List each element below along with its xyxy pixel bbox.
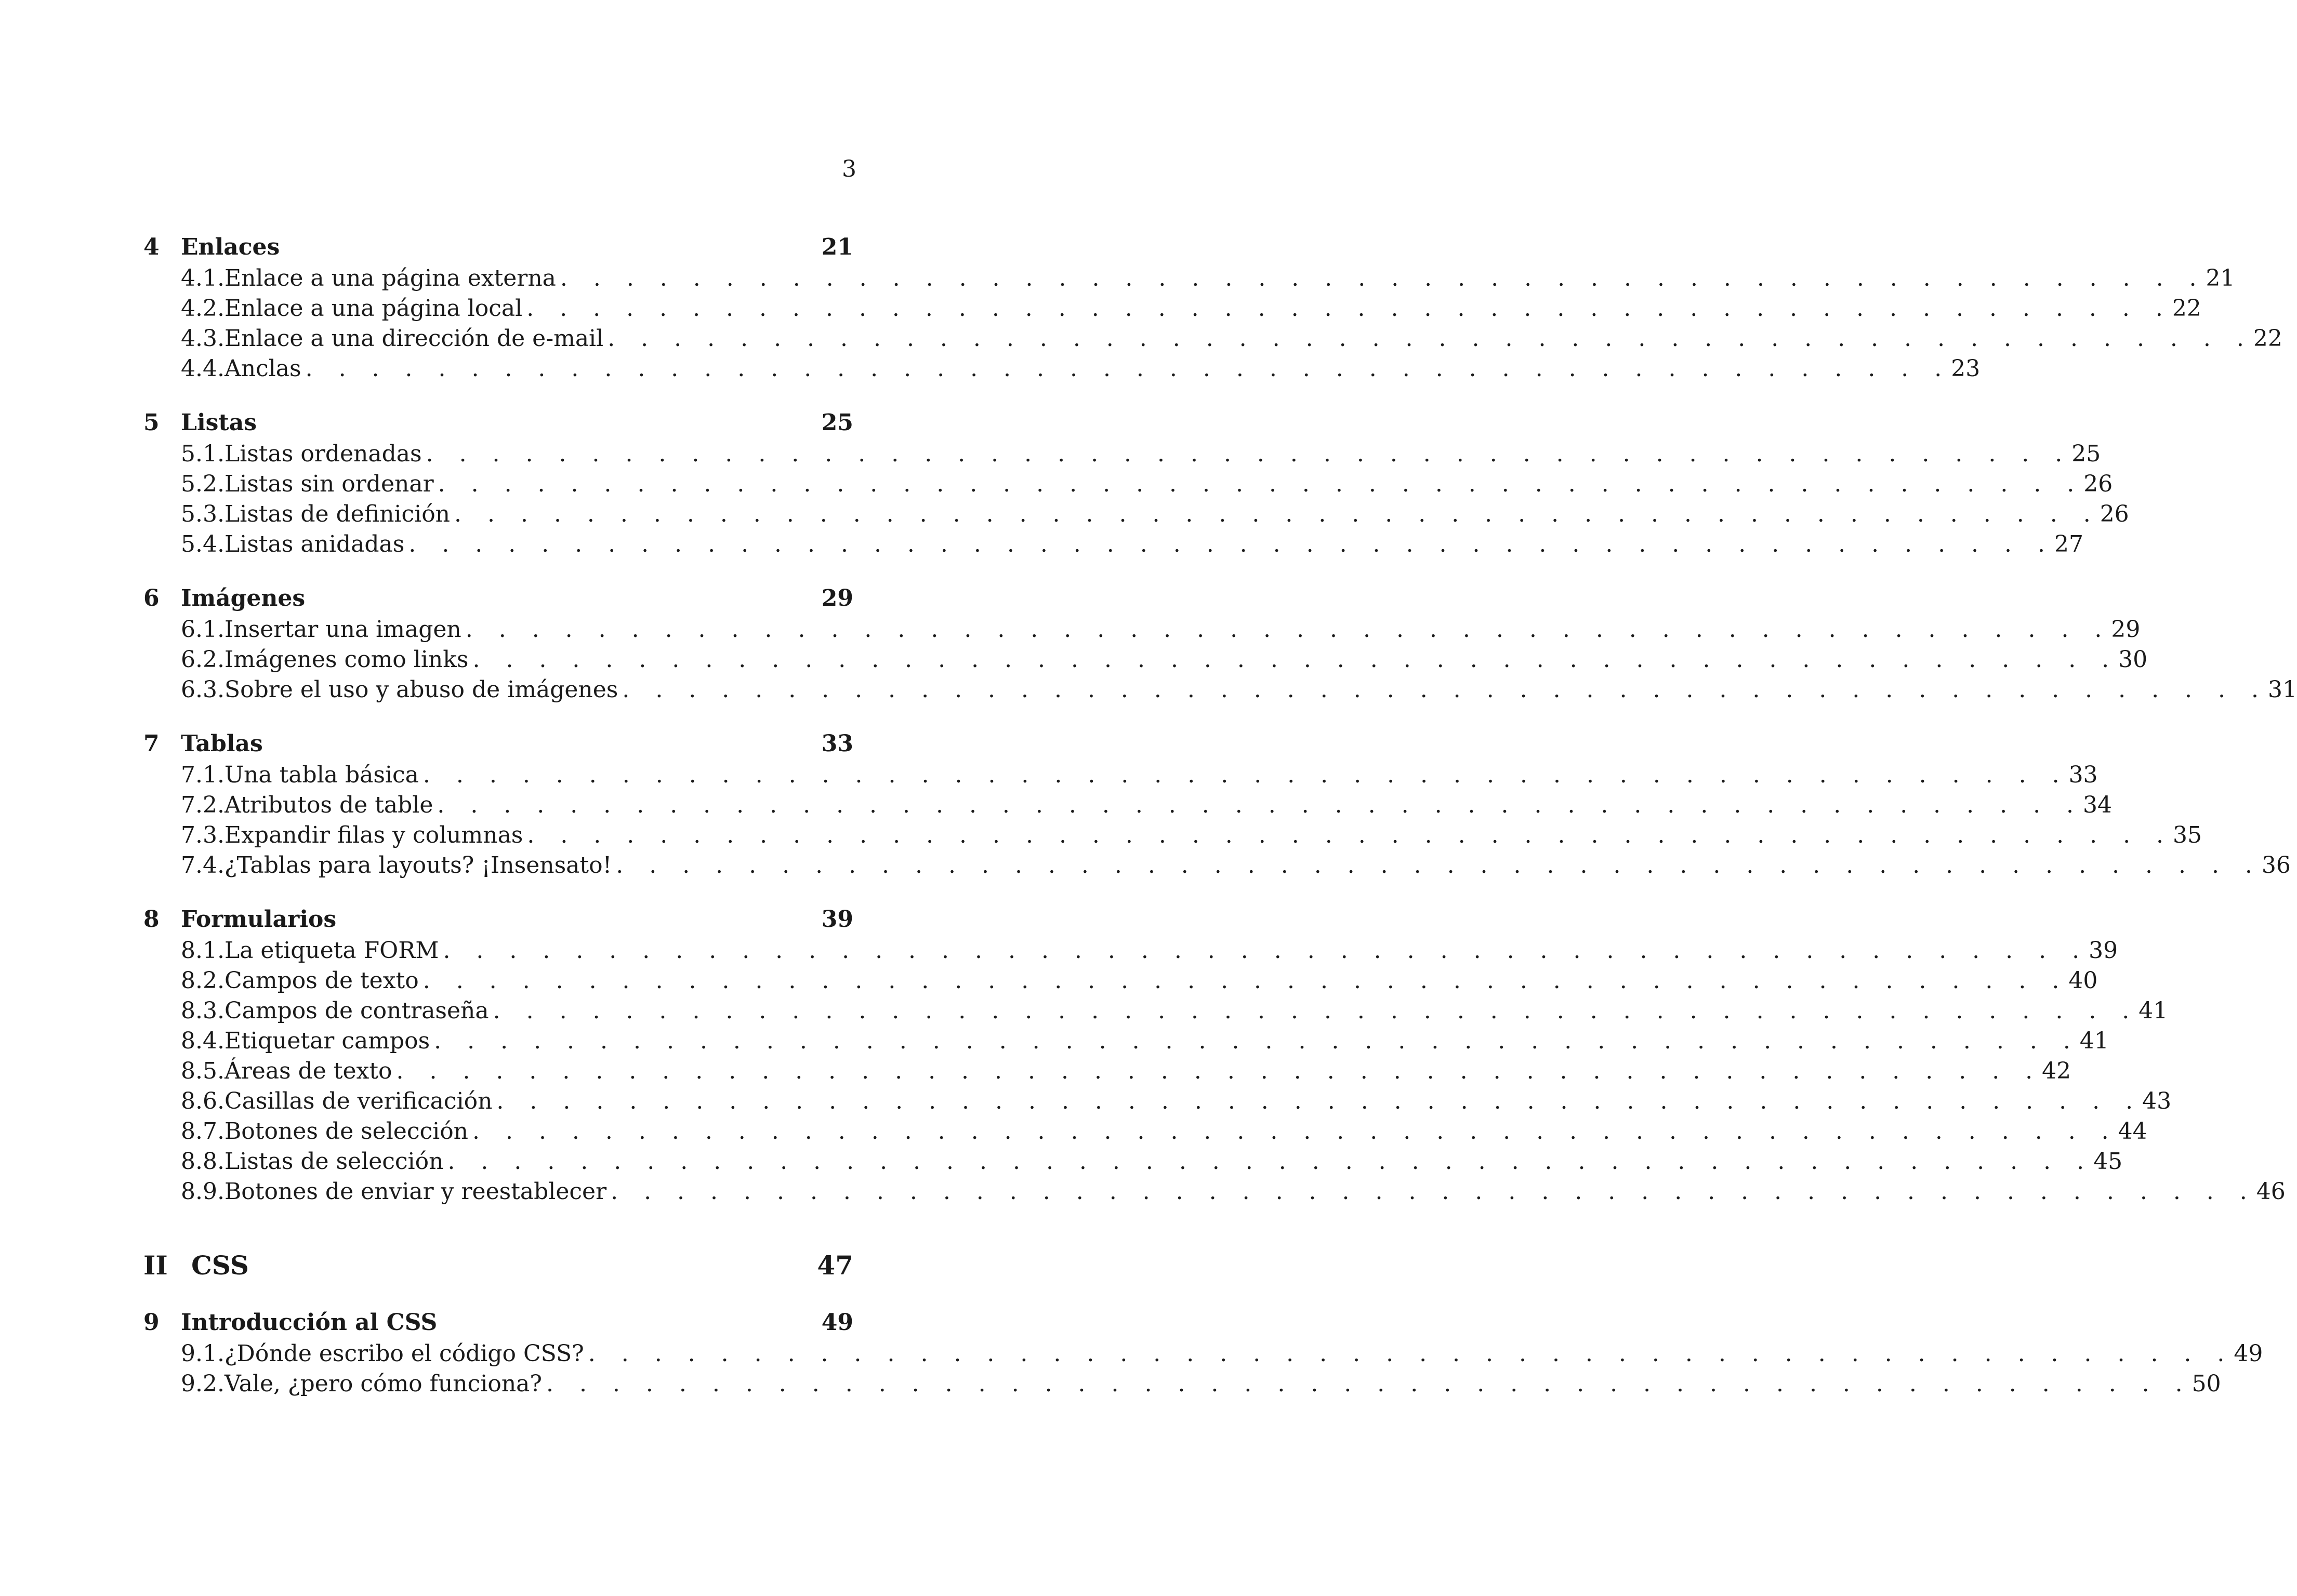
chapter-page: 29 xyxy=(821,585,853,611)
chapter-page: 25 xyxy=(821,409,853,436)
entry-title: Listas anidadas xyxy=(224,531,405,557)
toc-entry[interactable] xyxy=(143,998,2168,1028)
toc-entry[interactable] xyxy=(143,762,2098,792)
toc-entry[interactable] xyxy=(143,1028,2109,1058)
entry-number: 5.1. xyxy=(181,441,225,467)
entry-title: Atributos de table xyxy=(224,792,433,818)
entry-page: 31 xyxy=(2268,676,2297,703)
entry-page: 44 xyxy=(2118,1118,2147,1145)
dot-leader: . . . . . . . . . . . . . . . . . . . . . . . . . . . . . . . . . . . . . . . . . . . . . . . . . . xyxy=(588,1340,2234,1367)
chapter-group-part-2 xyxy=(143,1309,2263,1401)
entry-number: 4.4. xyxy=(181,355,225,382)
chapter-heading[interactable] xyxy=(143,409,853,441)
dot-leader: . . . . . . . . . . . . . . . . . . . . . . . . . . . . . . . . . . . . . . . . . . . . . . . . . . xyxy=(493,998,2139,1024)
chapter-title: Imágenes xyxy=(181,585,306,611)
dot-leader: . . . . . . . . . . . . . . . . . . . . . . . . . . . . . . . . . . . . . . . . . . . . . . . . . . xyxy=(472,646,2119,673)
toc-entry[interactable] xyxy=(143,937,2118,967)
entry-page: 35 xyxy=(2173,822,2202,848)
chapter-page: 49 xyxy=(821,1309,853,1336)
chapter-title: Listas xyxy=(181,409,257,436)
entry-title: Listas sin ordenar xyxy=(224,471,434,497)
entry-page: 45 xyxy=(2093,1148,2123,1175)
entry-title: ¿Tablas para layouts? ¡Insensato! xyxy=(224,852,612,879)
entry-title: Enlace a una página local xyxy=(224,295,523,322)
part-title: CSS xyxy=(191,1250,249,1281)
entry-number: 8.1. xyxy=(181,937,225,964)
entry-number: 7.3. xyxy=(181,822,225,848)
entry-number: 8.3. xyxy=(181,998,225,1024)
chapter-page: 21 xyxy=(821,234,853,260)
entry-page: 25 xyxy=(2071,441,2101,467)
dot-leader: . . . . . . . . . . . . . . . . . . . . . . . . . . . . . . . . . . . . . . . . . . . . . . . . . . xyxy=(546,1371,2192,1397)
entry-page: 33 xyxy=(2068,762,2098,788)
dot-leader: . . . . . . . . . . . . . . . . . . . . . . . . . . . . . . . . . . . . . . . . . . . . . . . . . . xyxy=(622,676,2268,703)
toc-entry[interactable] xyxy=(143,1118,2147,1148)
entry-title: Listas ordenadas xyxy=(224,441,422,467)
entry-page: 41 xyxy=(2079,1028,2109,1054)
dot-leader: . . . . . . . . . . . . . . . . . . . . . . . . . . . . . . . . . . . . . . . . . . . . . . . . . . xyxy=(447,1148,2094,1175)
toc-entry[interactable] xyxy=(143,471,2113,501)
entry-number: 5.2. xyxy=(181,471,225,497)
entry-page: 34 xyxy=(2083,792,2113,818)
entry-number: 7.1. xyxy=(181,762,225,788)
chapter-number: 7 xyxy=(143,730,160,757)
entry-title: Enlace a una dirección de e-mail xyxy=(224,325,604,352)
entry-title: Vale, ¿pero cómo funciona? xyxy=(224,1371,542,1397)
entry-number: 9.2. xyxy=(181,1371,225,1397)
entry-title: Expandir filas y columnas xyxy=(224,822,523,848)
entry-title: Listas de selección xyxy=(224,1148,444,1175)
dot-leader: . . . . . . . . . . . . . . . . . . . . . . . . . . . . . . . . . . . . . . . . . . . . . . . . . . xyxy=(423,762,2069,788)
toc-entry[interactable] xyxy=(143,646,2148,676)
entry-number: 6.3. xyxy=(181,676,225,703)
entry-page: 36 xyxy=(2261,852,2291,879)
entry-page: 40 xyxy=(2068,967,2098,994)
entry-number: 4.1. xyxy=(181,265,225,291)
entry-page: 30 xyxy=(2118,646,2148,673)
dot-leader: . . . . . . . . . . . . . . . . . . . . . . . . . . . . . . . . . . . . . . . . . . . . . . . . . . xyxy=(423,967,2069,994)
entry-number: 8.9. xyxy=(181,1178,225,1205)
dot-leader: . . . . . . . . . . . . . . . . . . . . . . . . . . . . . . . . . . . . . . . . . . . . . . . . . . xyxy=(443,937,2089,964)
entry-page: 49 xyxy=(2234,1340,2263,1367)
dot-leader: . . . . . . . . . . . . . . . . . . . . . . . . . . . . . . . . . . . . . . . . . . . . . . . . . . xyxy=(437,792,2083,818)
entry-title: Campos de texto xyxy=(224,967,419,994)
toc-entry[interactable] xyxy=(143,1088,2172,1118)
dot-leader: . . . . . . . . . . . . . . . . . . . . . . . . . . . . . . . . . . . . . . . . . . . . . . . . . . xyxy=(496,1088,2143,1114)
entry-page: 22 xyxy=(2253,325,2282,352)
chapter-title: Introducción al CSS xyxy=(181,1309,438,1336)
page-number: 3 xyxy=(842,156,856,182)
toc-chapter xyxy=(143,585,2297,707)
dot-leader: . . . . . . . . . . . . . . . . . . . . . . . . . . . . . . . . . . . . . . . . . . . . . . . . . . xyxy=(611,1178,2256,1205)
table-of-contents xyxy=(143,234,2297,1425)
chapter-page: 33 xyxy=(821,730,853,757)
toc-entry[interactable] xyxy=(143,325,2282,355)
entry-title: Listas de definición xyxy=(224,501,451,527)
entry-number: 7.2. xyxy=(181,792,225,818)
chapter-number: 4 xyxy=(143,234,160,260)
dot-leader: . . . . . . . . . . . . . . . . . . . . . . . . . . . . . . . . . . . . . . . . . . . . . . . . . . xyxy=(408,531,2054,557)
entry-page: 46 xyxy=(2256,1178,2286,1205)
chapter-number: 5 xyxy=(143,409,160,436)
toc-chapter xyxy=(143,1309,2263,1401)
entry-page: 50 xyxy=(2192,1371,2221,1397)
entry-number: 8.7. xyxy=(181,1118,225,1145)
entry-page: 43 xyxy=(2142,1088,2172,1114)
chapter-number: 8 xyxy=(143,906,160,933)
toc-entry[interactable] xyxy=(143,1148,2123,1178)
entry-title: Campos de contraseña xyxy=(224,998,489,1024)
toc-entry[interactable] xyxy=(143,265,2235,295)
entry-title: Imágenes como links xyxy=(224,646,469,673)
entry-number: 8.8. xyxy=(181,1148,225,1175)
toc-chapter xyxy=(143,409,2129,561)
chapter-title: Formularios xyxy=(181,906,337,933)
toc-entry[interactable] xyxy=(143,822,2202,852)
toc-entry[interactable] xyxy=(143,852,2291,882)
entry-title: Botones de selección xyxy=(224,1118,469,1145)
chapter-heading[interactable] xyxy=(143,1309,853,1340)
entry-number: 7.4. xyxy=(181,852,225,879)
toc-entry[interactable] xyxy=(143,355,1981,385)
dot-leader: . . . . . . . . . . . . . . . . . . . . . . . . . . . . . . . . . . . . . . . . . . . . . . . . . . xyxy=(426,441,2072,467)
toc-entry[interactable] xyxy=(143,1371,2221,1401)
entry-page: 21 xyxy=(2206,265,2235,291)
dot-leader: . . . . . . . . . . . . . . . . . . . . . . . . . . . . . . . . . . . . . . . . . . . . . . . . . . xyxy=(396,1058,2042,1084)
chapter-heading[interactable] xyxy=(143,234,853,265)
dot-leader: . . . . . . . . . . . . . . . . . . . . . . . . . . . . . . . . . . . . . . . . . . . . . . . . . . xyxy=(472,1118,2118,1145)
dot-leader: . . . . . . . . . . . . . . . . . . . . . . . . . . . . . . . . . . . . . . . . . . . . . . . . . . xyxy=(454,501,2100,527)
entry-title: Anclas xyxy=(224,355,301,382)
entry-title: Casillas de verificación xyxy=(224,1088,493,1114)
dot-leader: . . . . . . . . . . . . . . . . . . . . . . . . . . . . . . . . . . . . . . . . . . . . . . . . . . xyxy=(616,852,2262,879)
chapter-heading[interactable] xyxy=(143,585,853,616)
chapter-number: 6 xyxy=(143,585,160,611)
toc-entry[interactable] xyxy=(143,616,2141,646)
dot-leader: . . . . . . . . . . . . . . . . . . . . . . . . . . . . . . . . . . . . . . . . . . . . . . . . . . xyxy=(434,1028,2080,1054)
toc-chapter xyxy=(143,906,2286,1208)
entry-title: Insertar una imagen xyxy=(224,616,461,643)
entry-number: 6.1. xyxy=(181,616,225,643)
part-number: II xyxy=(143,1250,168,1281)
entry-title: Sobre el uso y abuso de imágenes xyxy=(224,676,618,703)
entry-page: 26 xyxy=(2083,471,2113,497)
dot-leader: . . . . . . . . . . . . . . . . . . . . . . . . . . . . . . . . . . . . . . . . . . . . . . . . . . xyxy=(608,325,2253,352)
entry-number: 8.6. xyxy=(181,1088,225,1114)
chapter-number: 9 xyxy=(143,1309,160,1336)
entry-title: Una tabla básica xyxy=(224,762,419,788)
toc-chapter xyxy=(143,234,2282,385)
entry-page: 26 xyxy=(2100,501,2129,527)
entry-page: 27 xyxy=(2054,531,2083,557)
entry-page: 29 xyxy=(2111,616,2141,643)
toc-entry[interactable] xyxy=(143,501,2129,531)
dot-leader: . . . . . . . . . . . . . . . . . . . . . . . . . . . . . . . . . . . . . . . . . . . . . . . . . . xyxy=(465,616,2111,643)
toc-entry[interactable] xyxy=(143,1058,2071,1088)
entry-number: 5.4. xyxy=(181,531,225,557)
entry-number: 6.2. xyxy=(181,646,225,673)
chapter-group-part-1 xyxy=(143,234,2297,1208)
chapter-heading[interactable] xyxy=(143,906,853,937)
toc-entry[interactable] xyxy=(143,676,2297,707)
toc-entry[interactable] xyxy=(143,1178,2286,1208)
dot-leader: . . . . . . . . . . . . . . . . . . . . . . . . . . . . . . . . . . . . . . . . . . . . . . . . . . xyxy=(526,295,2172,322)
toc-entry[interactable] xyxy=(143,441,2101,471)
toc-entry[interactable] xyxy=(143,967,2098,998)
entry-title: ¿Dónde escribo el código CSS? xyxy=(224,1340,584,1367)
entry-title: Áreas de texto xyxy=(224,1058,392,1084)
entry-title: Botones de enviar y reestablecer xyxy=(224,1178,607,1205)
entry-page: 41 xyxy=(2138,998,2168,1024)
entry-page: 42 xyxy=(2042,1058,2071,1084)
entry-number: 8.5. xyxy=(181,1058,225,1084)
toc-entry[interactable] xyxy=(143,531,2083,561)
chapter-title: Enlaces xyxy=(181,234,280,260)
entry-number: 8.4. xyxy=(181,1028,225,1054)
dot-leader: . . . . . . . . . . . . . . . . . . . . . . . . . . . . . . . . . . . . . . . . . . . . . . . . . . xyxy=(438,471,2084,497)
toc-entry[interactable] xyxy=(143,792,2113,822)
chapter-heading[interactable] xyxy=(143,730,853,762)
dot-leader: . . . . . . . . . . . . . . . . . . . . . . . . . . . . . . . . . . . . . . . . . . . . . . . . . . xyxy=(560,265,2206,291)
toc-chapter xyxy=(143,730,2291,882)
dot-leader: . . . . . . . . . . . . . . . . . . . . . . . . . . . . . . . . . . . . . . . . . . . . . . . . . . xyxy=(527,822,2173,848)
toc-entry[interactable] xyxy=(143,295,2201,325)
entry-number: 9.1. xyxy=(181,1340,225,1367)
part-heading[interactable] xyxy=(143,1250,853,1286)
chapter-title: Tablas xyxy=(181,730,263,757)
entry-number: 4.3. xyxy=(181,325,225,352)
chapter-page: 39 xyxy=(821,906,853,933)
entry-title: Enlace a una página externa xyxy=(224,265,556,291)
part-page: 47 xyxy=(817,1250,853,1281)
entry-number: 8.2. xyxy=(181,967,225,994)
entry-page: 22 xyxy=(2172,295,2201,322)
entry-page: 39 xyxy=(2089,937,2118,964)
entry-title: La etiqueta FORM xyxy=(224,937,439,964)
dot-leader: . . . . . . . . . . . . . . . . . . . . . . . . . . . . . . . . . . . . . . . . . . . . . . . . . . xyxy=(305,355,1951,382)
entry-title: Etiquetar campos xyxy=(224,1028,430,1054)
toc-entry[interactable] xyxy=(143,1340,2263,1371)
entry-number: 5.3. xyxy=(181,501,225,527)
entry-number: 4.2. xyxy=(181,295,225,322)
entry-page: 23 xyxy=(1951,355,1981,382)
